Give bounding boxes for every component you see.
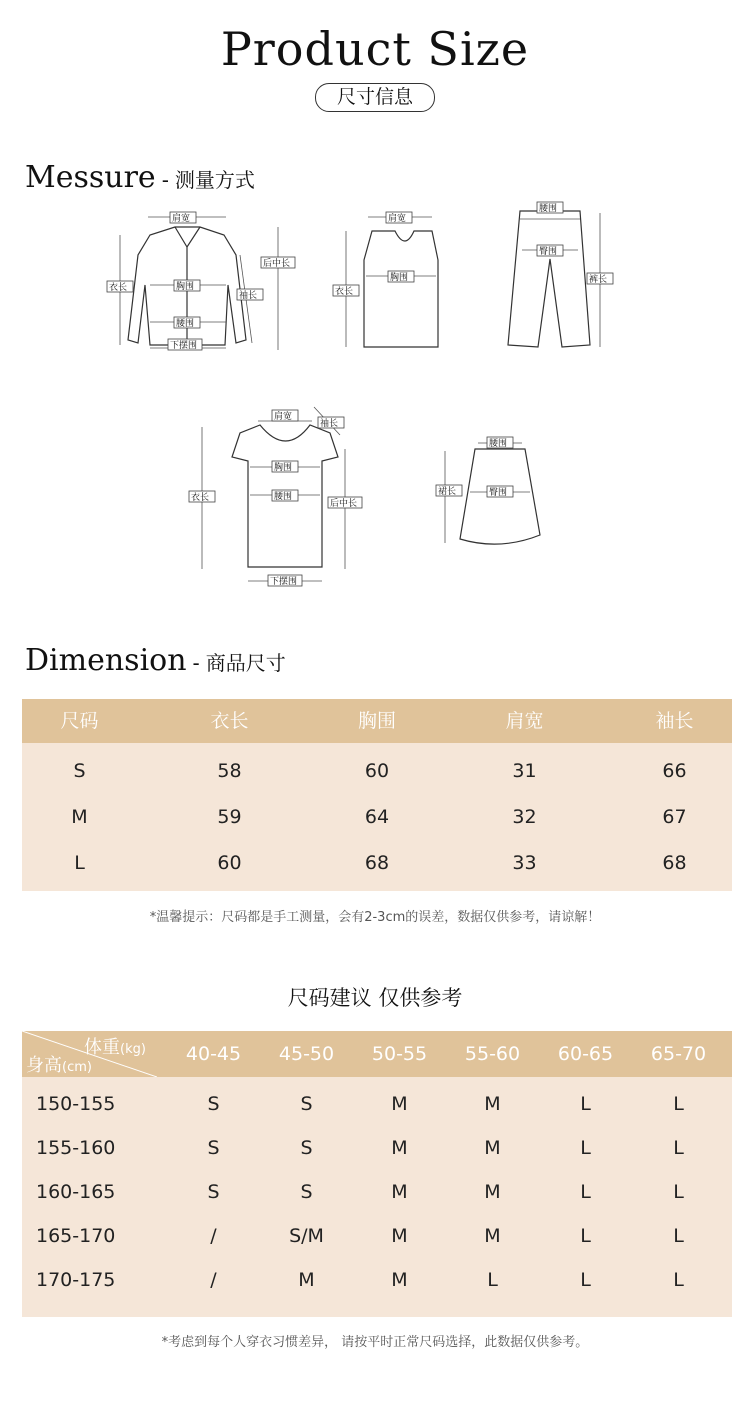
table-cell: 66 (662, 760, 687, 782)
table-cell: 68 (364, 852, 390, 874)
table-cell: M (71, 806, 88, 828)
size-cell: S (207, 1181, 220, 1203)
pants-hip-label: 臀围 (539, 247, 558, 257)
size-cell: M (484, 1093, 501, 1115)
page-title: Product Size (220, 22, 530, 76)
table-cell: 31 (512, 760, 537, 782)
size-cell: L (673, 1181, 684, 1203)
pants-illustration (508, 211, 600, 347)
weight-column-header: 50-55 (371, 1043, 428, 1065)
table-row (22, 1170, 732, 1214)
shirt-chest-label: 胸围 (176, 282, 195, 292)
column-header: 衣长 (210, 710, 249, 732)
pants-waist-label: 腰围 (539, 204, 558, 214)
size-cell: M (484, 1137, 501, 1159)
shirt-sleeve-label: 袖长 (239, 291, 258, 301)
column-header: 胸围 (357, 710, 396, 732)
table-cell: L (74, 852, 85, 874)
height-range: 150-155 (36, 1093, 116, 1115)
size-cell: S (300, 1181, 313, 1203)
table-cell: 60 (364, 760, 390, 782)
weight-column-header: 45-50 (278, 1043, 335, 1065)
dimension-note: *温馨提示：尺码都是手工测量，会有2-3cm的误差，数据仅供参考，请谅解！ (149, 910, 601, 925)
table-cell: 58 (217, 760, 242, 782)
weight-axis-text: 体重 (84, 1037, 120, 1058)
vest-length-label: 衣长 (335, 287, 354, 297)
shirt-hem-label: 下摆围 (170, 341, 198, 351)
table-row (22, 1082, 732, 1126)
size-cell: M (391, 1181, 408, 1203)
subtitle-badge: 尺寸信息 (315, 83, 435, 112)
table-row (22, 1214, 732, 1258)
size-cell: M (391, 1137, 408, 1159)
skirt-waist-label: 腰围 (489, 439, 508, 449)
size-cell: / (210, 1225, 217, 1247)
measurement-figures (0, 195, 750, 605)
table-cell: 60 (217, 852, 242, 874)
size-cell: L (673, 1225, 684, 1247)
height-axis-text: 身高 (26, 1055, 62, 1076)
table-cell: 68 (662, 852, 687, 874)
measure-heading-cn: 测量方式 (174, 168, 255, 192)
table-row (22, 794, 732, 840)
dress-shoulder-label: 肩宽 (274, 412, 293, 422)
size-cell: L (487, 1269, 498, 1291)
height-axis-label (26, 1051, 92, 1077)
weight-column-header: 60-65 (557, 1043, 614, 1065)
dress-chest-label: 胸围 (274, 463, 293, 473)
measure-heading-separator: - (161, 168, 169, 192)
height-range: 165-170 (36, 1225, 116, 1247)
table-row (22, 840, 732, 886)
dimension-table-header (22, 699, 732, 743)
table-row (22, 1258, 732, 1302)
size-cell: M (391, 1269, 408, 1291)
size-cell: S (300, 1137, 313, 1159)
dress-waist-label: 腰围 (274, 492, 293, 502)
height-range: 160-165 (36, 1181, 116, 1203)
dimension-table (22, 699, 732, 891)
column-header: 尺码 (60, 710, 99, 732)
column-header: 肩宽 (505, 710, 544, 732)
size-cell: M (391, 1093, 408, 1115)
size-cell: L (580, 1181, 591, 1203)
size-cell: S (207, 1137, 220, 1159)
advice-heading: 尺码建议 仅供参考 (287, 986, 463, 1010)
dress-back-length-label: 后中长 (330, 499, 358, 509)
table-cell: 32 (512, 806, 537, 828)
shirt-back-length-label: 后中长 (263, 259, 291, 269)
size-cell: M (391, 1225, 408, 1247)
skirt-hip-label: 臀围 (489, 488, 508, 498)
size-cell: / (210, 1269, 217, 1291)
shirt-shoulder-label: 肩宽 (172, 214, 191, 224)
skirt-length-label: 裙长 (438, 487, 457, 497)
height-axis-unit: (cm) (62, 1060, 92, 1075)
vest-chest-label: 胸围 (390, 273, 409, 283)
weight-column-header: 55-60 (464, 1043, 521, 1065)
size-cell: L (673, 1137, 684, 1159)
dress-length-label: 衣长 (191, 493, 210, 503)
weight-column-header: 65-70 (650, 1043, 707, 1065)
advice-note: *考虑到每个人穿衣习惯差异， 请按平时正常尺码选择，此数据仅供参考。 (161, 1335, 589, 1350)
corner-cell (22, 1031, 157, 1077)
dimension-heading-separator: - (192, 651, 200, 675)
size-cell: L (580, 1269, 591, 1291)
size-cell: L (580, 1137, 591, 1159)
size-cell: S (207, 1093, 220, 1115)
measure-heading-en: Messure (25, 160, 156, 195)
height-range: 170-175 (36, 1269, 116, 1291)
weight-axis-unit: (kg) (120, 1042, 146, 1057)
garment-illustrations (0, 195, 750, 605)
size-cell: M (484, 1225, 501, 1247)
pants-length-label: 裤长 (589, 275, 608, 285)
dimension-heading (25, 643, 286, 678)
table-cell: S (73, 760, 86, 782)
figure-labels (107, 202, 613, 587)
height-range: 155-160 (36, 1137, 116, 1159)
dimension-heading-cn: 商品尺寸 (205, 651, 286, 675)
vest-shoulder-label: 肩宽 (388, 214, 407, 224)
table-cell: 64 (364, 806, 390, 828)
size-cell: L (580, 1093, 591, 1115)
dimension-heading-en: Dimension (25, 643, 187, 678)
column-header: 袖长 (655, 710, 694, 732)
size-cell: L (673, 1269, 684, 1291)
weight-axis-label (84, 1033, 146, 1059)
size-cell: M (298, 1269, 315, 1291)
measure-heading (25, 160, 255, 195)
table-cell: 33 (512, 852, 537, 874)
table-cell: 67 (662, 806, 687, 828)
size-cell: S/M (289, 1225, 324, 1247)
size-recommendation-table (22, 1031, 732, 1317)
size-cell: L (673, 1093, 684, 1115)
dress-sleeve-label: 袖长 (320, 419, 339, 429)
table-row (22, 1126, 732, 1170)
table-row (22, 748, 732, 794)
shirt-length-label: 衣长 (109, 283, 128, 293)
shirt-waist-label: 腰围 (176, 319, 195, 329)
size-cell: S (300, 1093, 313, 1115)
weight-column-header: 40-45 (185, 1043, 242, 1065)
recommendation-table-header (22, 1031, 732, 1077)
table-cell: 59 (217, 806, 242, 828)
dress-hem-label: 下摆围 (270, 577, 298, 587)
size-cell: M (484, 1181, 501, 1203)
size-cell: L (580, 1225, 591, 1247)
